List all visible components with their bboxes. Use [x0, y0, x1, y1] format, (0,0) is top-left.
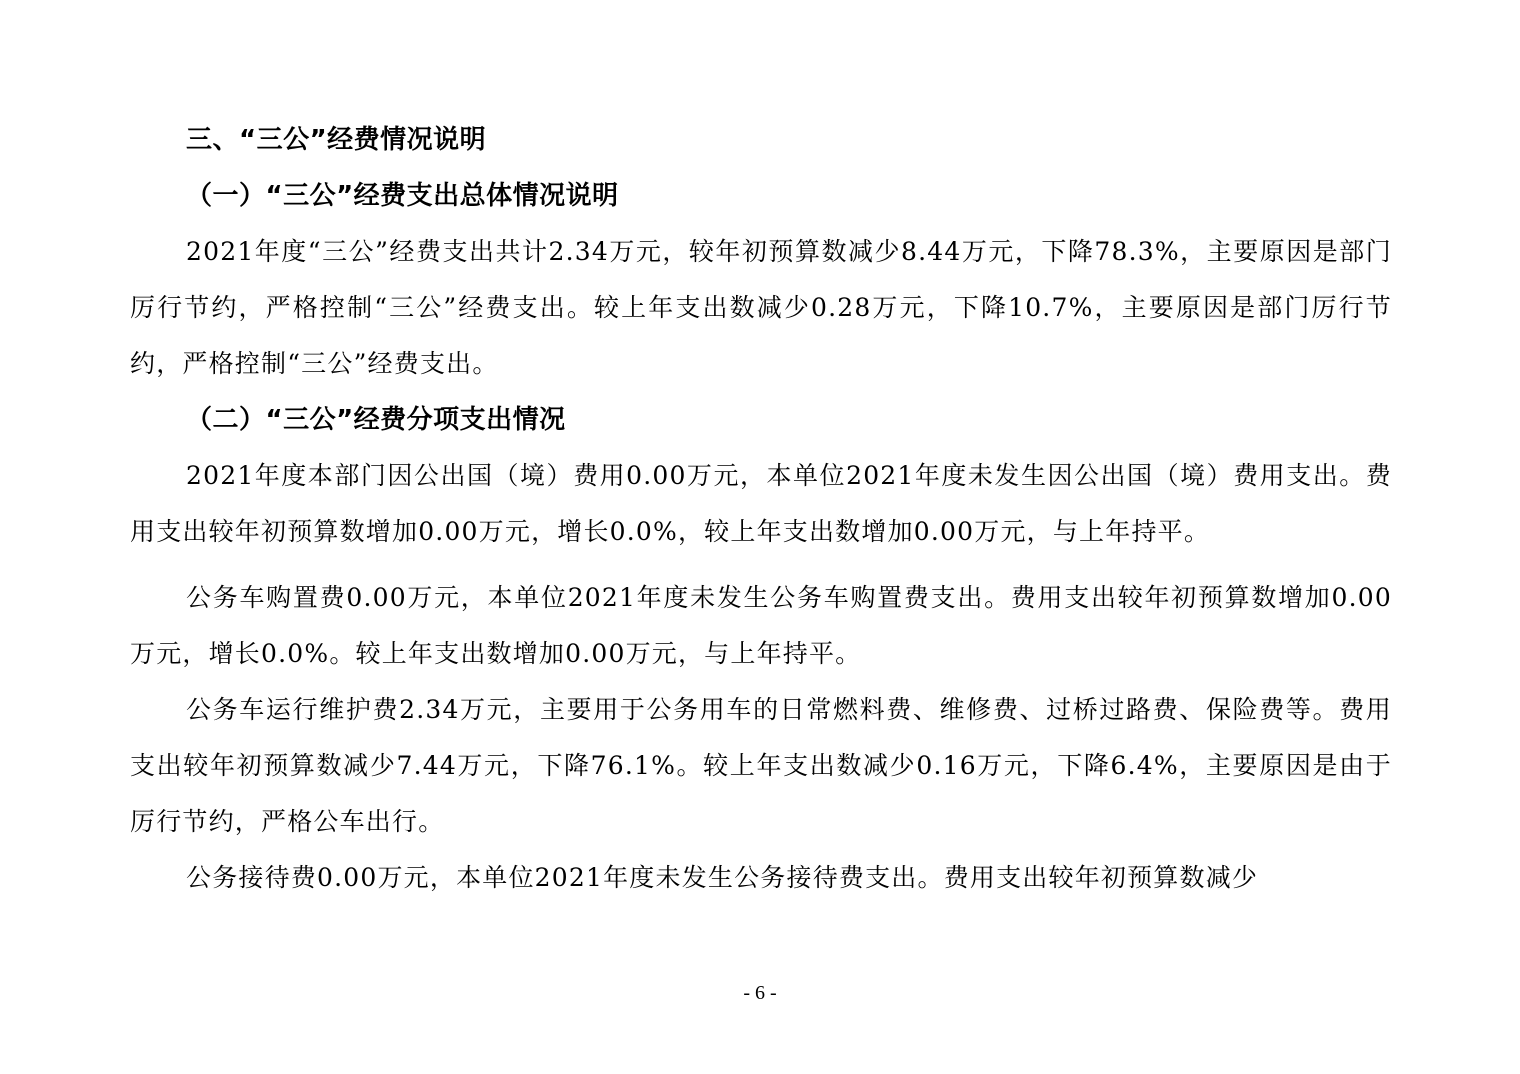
paragraph-reception: 公务接待费0.00万元，本单位2021年度未发生公务接待费支出。费用支出较年初预算数减少	[186, 863, 1259, 892]
sub-heading-overall: （一）“三公”经费支出总体情况说明	[186, 181, 619, 211]
paragraph-overseas-travel: 2021年度本部门因公出国（境）费用0.00万元，本单位2021年度未发生因公出国（境）费用支出。费用支出较年初预算数增加0.00万元，增长0.0%，较上年支出数增加0.00万元，与上年持平。	[130, 461, 1392, 546]
document-page	[130, 112, 1392, 1012]
paragraph-overall-summary: 2021年度“三公”经费支出共计2.34万元，较年初预算数减少8.44万元，下降78.3%，主要原因是部门厉行节约，严格控制“三公”经费支出。较上年支出数减少0.28万元，下降10.7%，主要原因是部门厉行节约，严格控制“三公”经费支出。	[130, 237, 1392, 378]
page-number: - 6 -	[743, 982, 777, 1004]
section-heading: 三、“三公”经费情况说明	[186, 125, 487, 155]
paragraph-vehicle-purchase: 公务车购置费0.00万元，本单位2021年度未发生公务车购置费支出。费用支出较年初预算数增加0.00万元，增长0.0%。较上年支出数增加0.00万元，与上年持平。	[130, 583, 1392, 668]
sub-heading-itemized: （二）“三公”经费分项支出情况	[186, 405, 566, 435]
paragraph-vehicle-maintenance: 公务车运行维护费2.34万元，主要用于公务用车的日常燃料费、维修费、过桥过路费、保险费等。费用支出较年初预算数减少7.44万元，下降76.1%。较上年支出数减少0.16万元，下降6.4%，主要原因是由于厉行节约，严格公车出行。	[130, 695, 1392, 836]
